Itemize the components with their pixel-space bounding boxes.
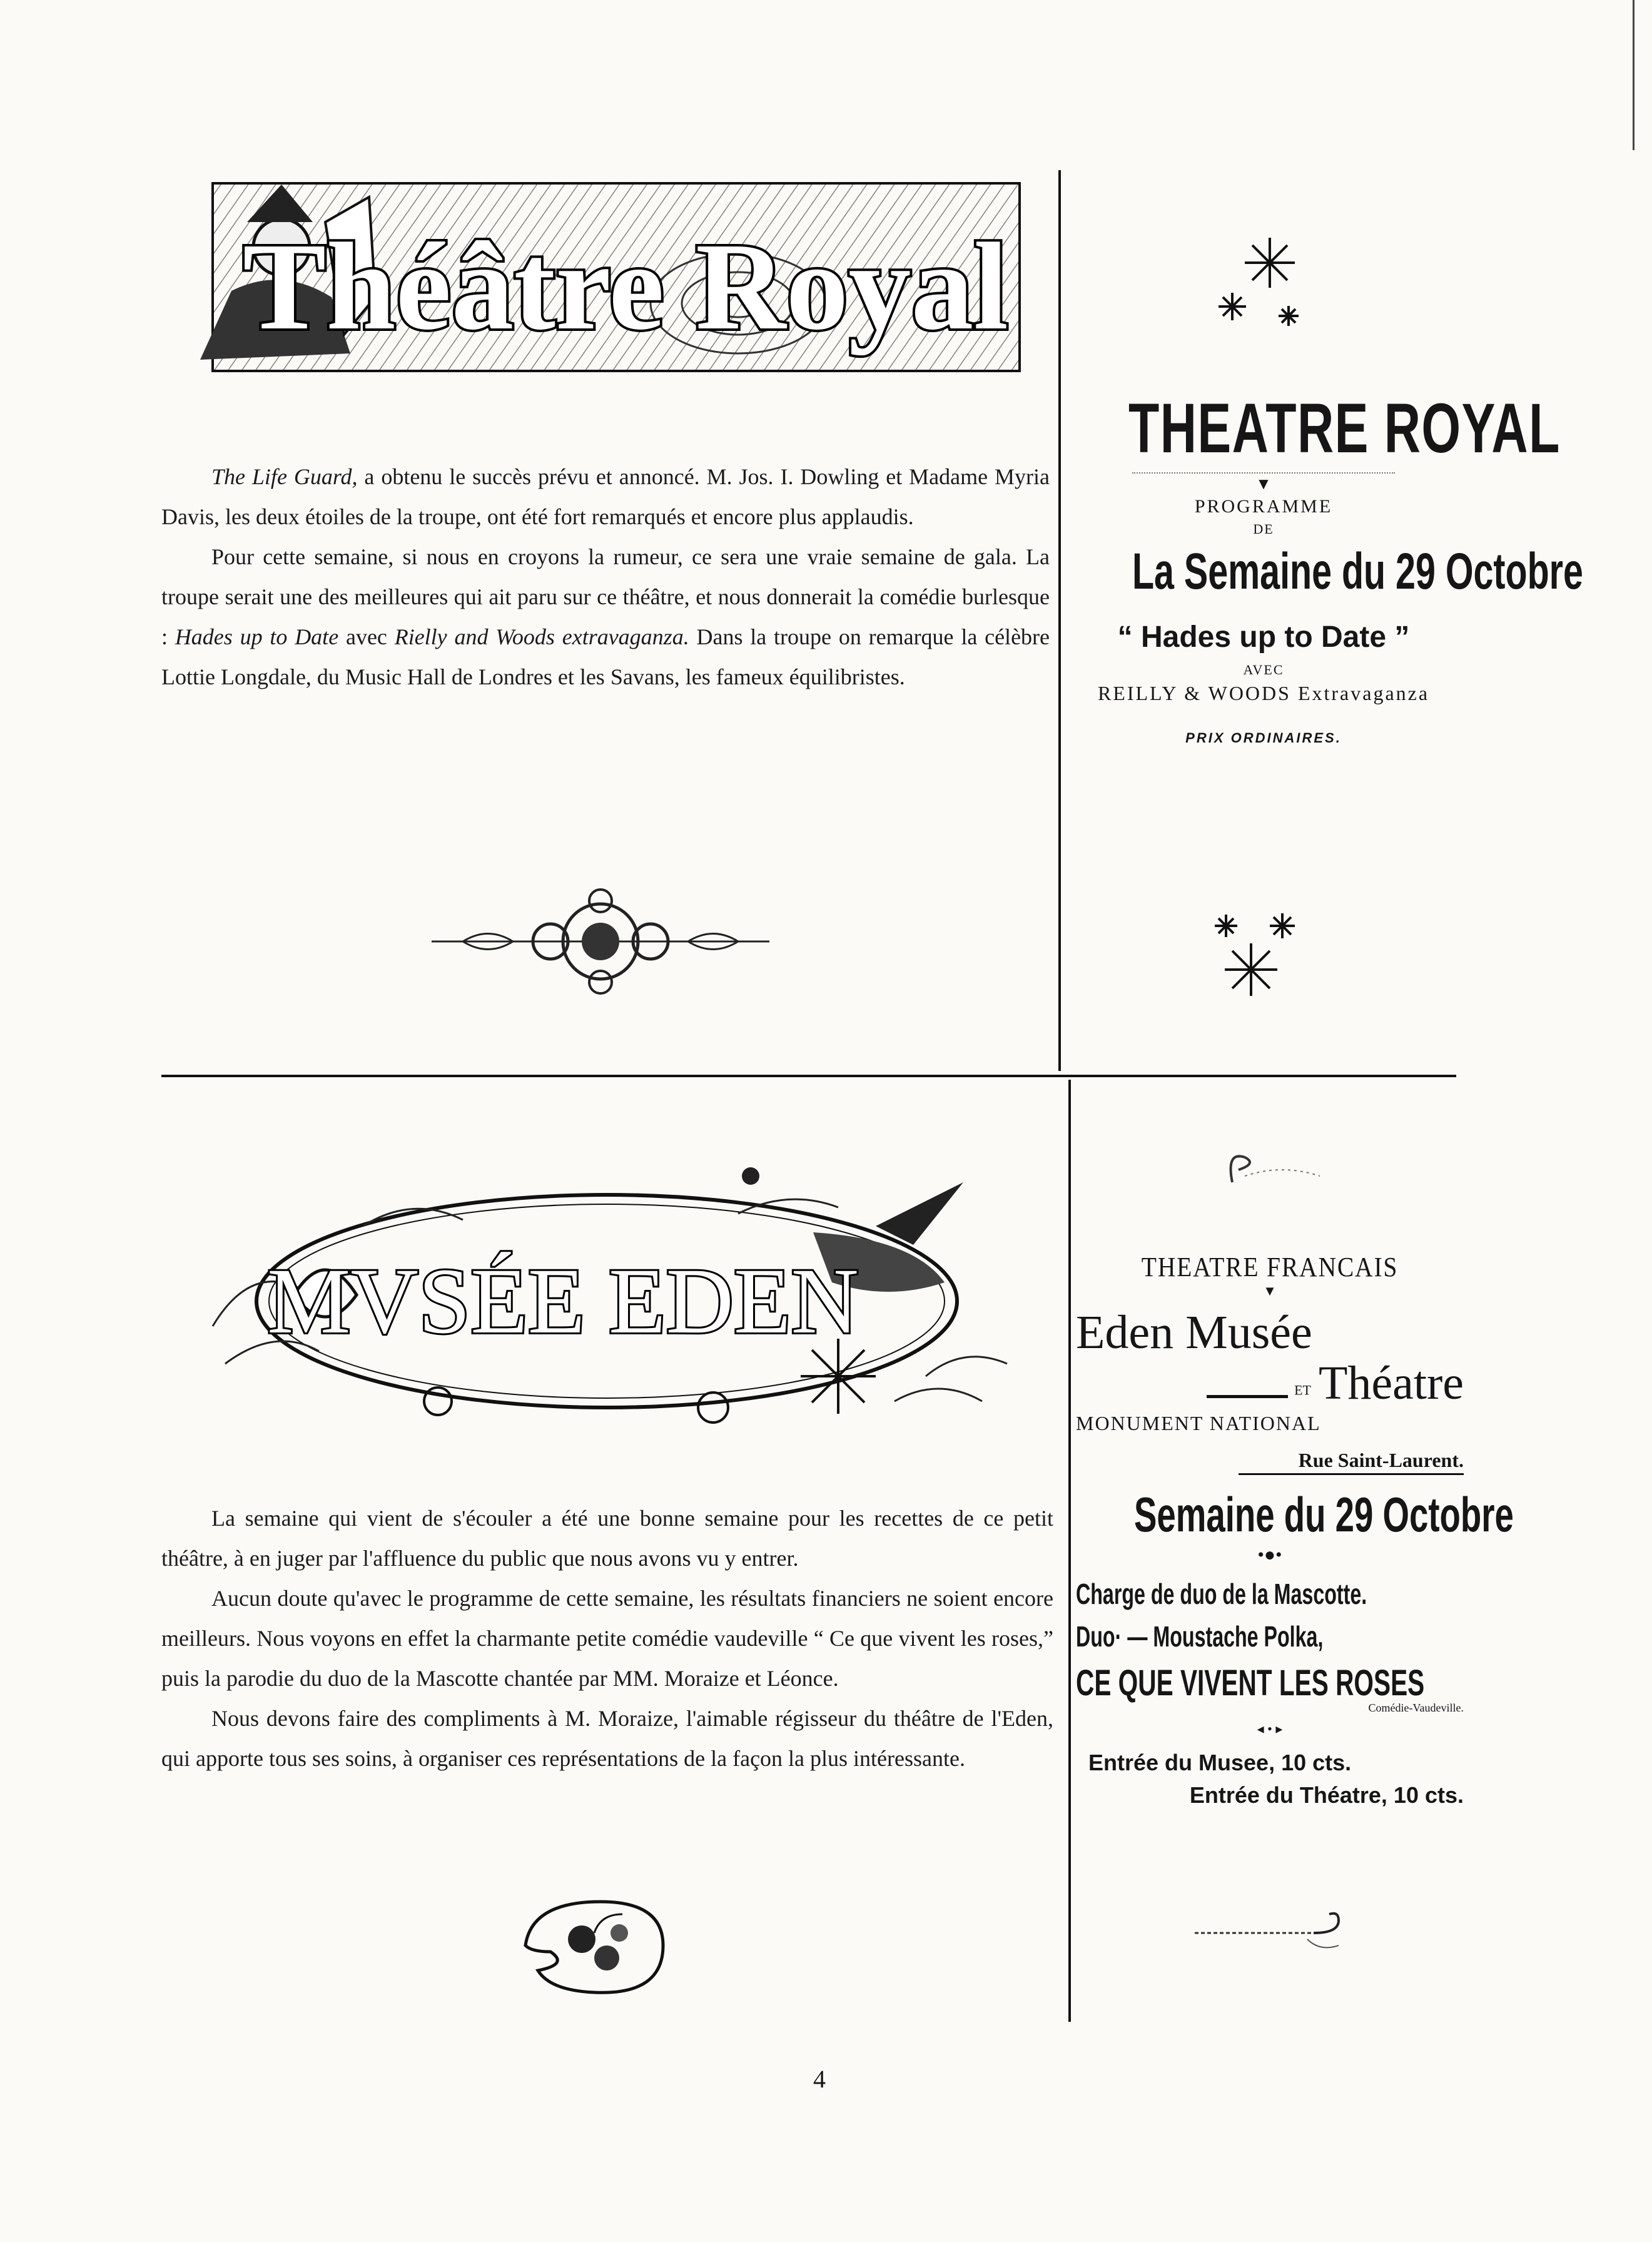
musee-eden-paragraph-1: La semaine qui vient de s'écouler a été une bonne semaine pour les recettes de ce petit théâtre, à en juger par l'affluence du public que nous avons vu y entrer. bbox=[161, 1506, 1053, 1571]
eden-sidebar bbox=[1076, 1251, 1514, 1808]
sidebar-show: “ Hades up to Date ” bbox=[1117, 621, 1410, 654]
article-italic-company: Rielly and Woods extravaganza. bbox=[394, 624, 689, 649]
eden-sidebar-entry2: Entrée du Théatre, 10 cts. bbox=[1189, 1782, 1464, 1808]
article-text: avec bbox=[338, 624, 395, 649]
palette-ornament bbox=[513, 1889, 676, 2002]
sidebar-avec: AVEC bbox=[1243, 662, 1284, 677]
eden-sidebar-week: Semaine du 29 Octobre bbox=[1134, 1487, 1514, 1542]
sidebar-dotted-rule bbox=[1132, 472, 1395, 474]
tailpiece-ornament bbox=[1188, 1908, 1351, 1958]
sidebar-company: REILLY & WOODS Extravaganza bbox=[1097, 682, 1430, 704]
eden-sidebar-bullet: •●• bbox=[1257, 1545, 1282, 1565]
sidebar-de: DE bbox=[1253, 521, 1274, 537]
sidebar-pointer: ▼ bbox=[1255, 475, 1272, 493]
theatre-royal-banner-title: Théâtre Royal bbox=[243, 218, 1008, 356]
star-ornament-top bbox=[1207, 238, 1307, 338]
eden-sidebar-line2: Théatre bbox=[1318, 1357, 1464, 1409]
top-column-divider bbox=[1058, 170, 1061, 1071]
eden-sidebar-item1: Charge de duo de la Mascotte. bbox=[1076, 1578, 1367, 1610]
theatre-royal-sidebar bbox=[1076, 388, 1583, 746]
bottom-column-divider bbox=[1068, 1080, 1071, 2022]
theatre-royal-article bbox=[161, 457, 1050, 697]
musee-eden-banner bbox=[175, 1139, 1038, 1439]
musee-eden-paragraph-3: Nous devons faire des compliments à M. Moraize, l'aimable régisseur du théâtre de l'Eden, qui apporte tous ses soins, à organiser ces représentations de la façon la plus intéressante. bbox=[161, 1706, 1053, 1771]
page-number: 4 bbox=[813, 2065, 826, 2093]
edge-scan-line bbox=[1633, 0, 1634, 150]
eden-sidebar-entry1: Entrée du Musee, 10 cts. bbox=[1088, 1750, 1352, 1775]
sidebar-programme: PROGRAMME bbox=[1194, 496, 1333, 517]
article-italic-title: The Life Guard, bbox=[211, 464, 358, 489]
star-ornament-bottom bbox=[1207, 907, 1307, 1007]
swirl-ornament bbox=[1220, 1145, 1326, 1195]
eden-sidebar-header: THEATRE FRANCAIS bbox=[1141, 1252, 1399, 1282]
theatre-royal-paragraph-2 bbox=[161, 537, 1050, 697]
section-divider bbox=[161, 1075, 1456, 1077]
article-italic-show: Hades up to Date bbox=[175, 624, 339, 649]
article-text: Pour cette semaine, si nous en croyons la rumeur, ce sera une vraie semaine de gala. La troupe serait une des meilleures qui ait paru sur ce théâtre, et nous donnerait la comédie burlesque : bbox=[161, 544, 1050, 649]
theatre-royal-banner bbox=[188, 172, 1027, 382]
eden-sidebar-line2-rule bbox=[1207, 1395, 1288, 1398]
article-text: a obtenu le succès prévu et annoncé. M. Jos. I. Dowling et Madame Myria Davis, les deux étoiles de la troupe, ont été fort remarqués et encore plus applaudis. bbox=[161, 464, 1050, 529]
eden-sidebar-item2: Duo· — Moustache Polka, bbox=[1076, 1620, 1324, 1653]
article-text: Dans la troupe on remarque la célèbre Lottie Longdale, du Music Hall de Londres et les Savans, les fameux équilibristes. bbox=[161, 624, 1050, 689]
eden-sidebar-item3: CE QUE VIVENT LES ROSES bbox=[1076, 1663, 1425, 1703]
eden-sidebar-line2-row bbox=[1076, 1356, 1464, 1411]
musee-eden-banner-title: MVSÉE EDEN bbox=[267, 1249, 859, 1353]
theatre-royal-paragraph-1 bbox=[161, 457, 1050, 537]
eden-sidebar-line1: Eden Musée bbox=[1076, 1306, 1312, 1359]
eden-sidebar-street: Rue Saint-Laurent. bbox=[1239, 1449, 1464, 1475]
musee-eden-paragraph-2: Aucun doute qu'avec le programme de cette semaine, les résultats financiers ne soient encore meilleurs. Nous voyons en effet la charmante petite comédie vaudeville “ Ce que vivent les roses,” puis la parodie du duo de la Mascotte chantée par MM. Moraize et Léonce. bbox=[161, 1586, 1053, 1691]
floral-ornament-top bbox=[425, 888, 776, 1001]
eden-sidebar-venue: MONUMENT NATIONAL bbox=[1076, 1412, 1321, 1434]
sidebar-title: THEATRE ROYAL bbox=[1128, 389, 1561, 467]
eden-sidebar-arrows: ◂ • ▸ bbox=[1257, 1721, 1283, 1737]
eden-sidebar-et: ET bbox=[1294, 1382, 1311, 1398]
eden-sidebar-item3-note: Comédie-Vaudeville. bbox=[1368, 1702, 1464, 1714]
sidebar-prix: PRIX ORDINAIRES. bbox=[1185, 730, 1342, 746]
eden-sidebar-pointer: ▼ bbox=[1263, 1283, 1277, 1299]
sidebar-week: La Semaine du 29 Octobre bbox=[1132, 543, 1583, 600]
musee-eden-article bbox=[161, 1498, 1053, 1778]
